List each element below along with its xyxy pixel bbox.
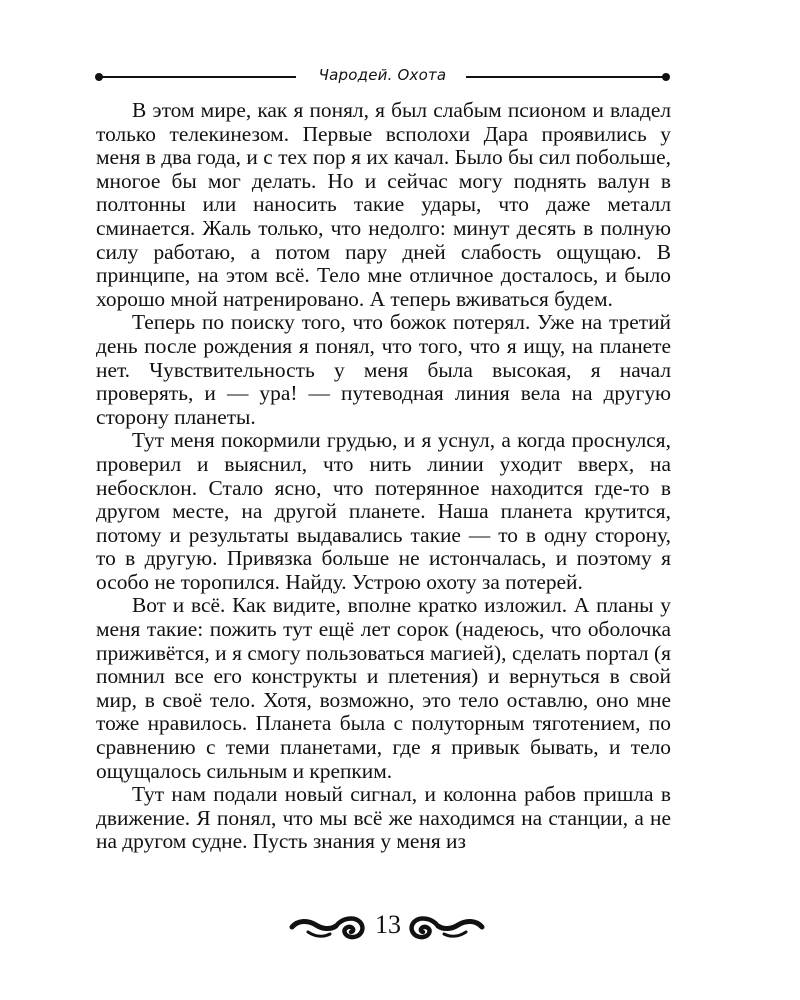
- right-flourish-icon: [408, 912, 486, 942]
- paragraph: Тут нам подали новый сигнал, и колонна рабов пришла в движение. Я понял, что мы всё же находимся на станции, а не на другом судне. Пусть знания у меня из: [96, 782, 671, 854]
- header-rule-right: [466, 76, 664, 78]
- paragraph: В этом мире, как я понял, я был слабым псионом и владел только телекинезом. Первые всполохи Дара проявились у меня в два года, и с тех пор я их качал. Было бы сил побольше, многое бы мог делать. Но и сейчас могу поднять валун в полтонны или наносить такие удары, что даже металл сминается. Жаль только, что недолго: минут десять в полную силу работаю, а потом пару дней слабость ощущаю. В принципе, на этом всё. Тело мне отличное досталось, и было хорошо мной натренировано. А теперь вживаться будем.: [96, 98, 671, 311]
- paragraph: Тут меня покормили грудью, и я уснул, а когда проснулся, проверил и выяснил, что нить линии уходит вверх, на небосклон. Стало ясно, что потерянное находится где-то в другом месте, на другой планете. Наша планета крутится, потому и результаты выдавались такие — то в одну сторону, то в другую. Привязка больше не истончалась, и поэтому я особо не торопился. Найду. Устрою охоту за потерей.: [96, 428, 671, 594]
- header-rule-dot-right: [662, 73, 670, 81]
- paragraph: Вот и всё. Как видите, вполне кратко изложил. А планы у меня такие: пожить тут ещё лет сорок (надеюсь, что оболочка приживётся, и я смогу пользоваться магией), сделать портал (я помнил все его конструкты и плетения) и вернуться в свой мир, в своё тело. Хотя, возможно, это тело оставлю, оно мне тоже нравилось. Планета была с полуторным тяготением, по сравнению с теми планетами, где я привык бывать, и тело ощущалось сильным и крепким.: [96, 593, 671, 783]
- page-number: 13: [375, 910, 401, 939]
- running-header: [95, 64, 670, 88]
- paragraph: Теперь по поиску того, что божок потерял. Уже на третий день после рождения я понял, что того, что я ищу, на планете нет. Чувствительность у меня была высокая, я начал проверять, и — ура! — путеводная линия вела на другую сторону планеты.: [96, 310, 671, 429]
- left-flourish-icon: [288, 912, 366, 942]
- book-title: Чародей. Охота: [318, 66, 447, 84]
- page-footer: [0, 908, 800, 948]
- page-body: [96, 99, 671, 854]
